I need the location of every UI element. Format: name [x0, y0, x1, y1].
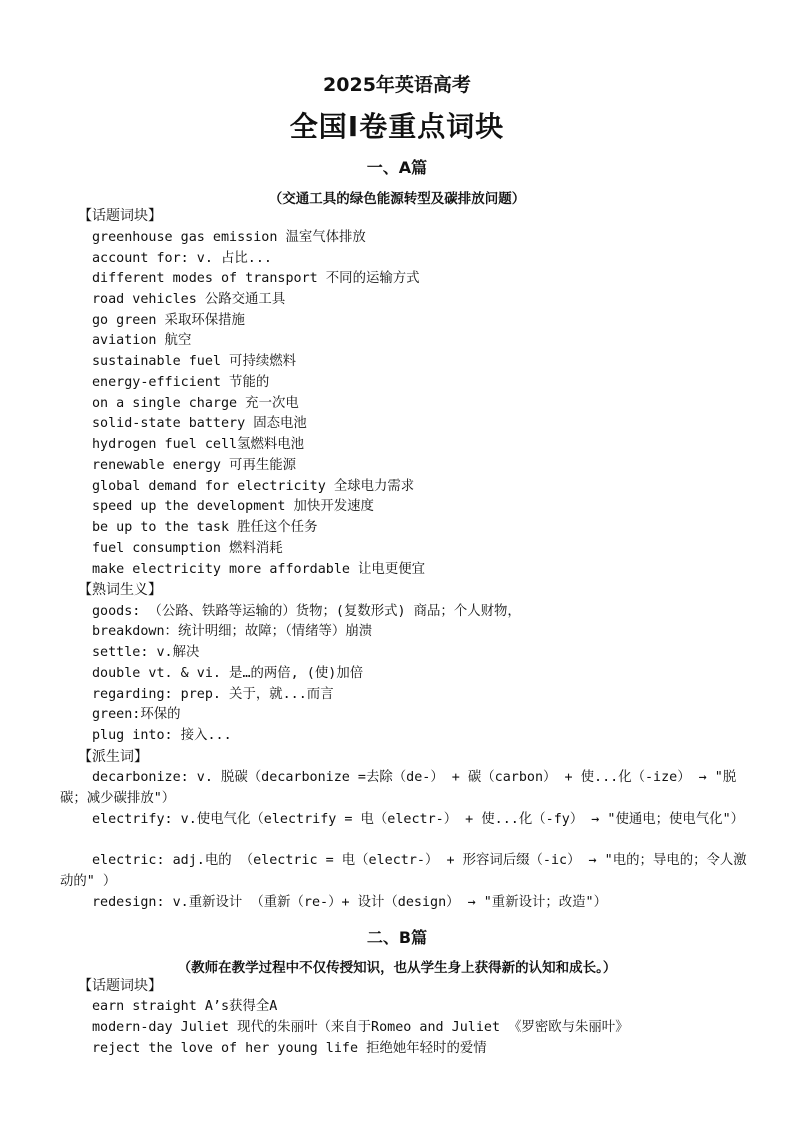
vocab-item: double vt. & vi. 是…的两倍, (使)加倍	[92, 666, 364, 681]
familiar-word-heading: 【熟词生义】	[78, 582, 162, 598]
vocab-item: green:环保的	[92, 707, 181, 722]
vocab-item: on a single charge 充一次电	[92, 396, 299, 411]
derived-word-entry: electric: adj.电的 （electric = 电（electr-） + 形容词后缀（-ic） → "电的；导电的；令人激动的" ）	[60, 853, 747, 889]
vocab-item: settle: v.解决	[92, 645, 200, 660]
vocab-item: earn straight A’s获得全A	[92, 999, 278, 1014]
section-b-subtitle: （教师在教学过程中不仅传授知识，也从学生身上获得新的认知和成长。）	[177, 960, 617, 976]
document-title-year: 2025年英语高考	[323, 74, 471, 96]
derived-word-entry: electrify: v.使电气化（electrify = 电（electr-） + 使...化（-fy） → "使通电；使电气化"）	[92, 812, 745, 827]
section-b-title: 二、B篇	[366, 928, 428, 947]
document-title-main: 全国Ⅰ卷重点词块	[289, 110, 505, 143]
vocab-item: goods: （公路、铁路等运输的）货物；(复数形式) 商品；个人财物，	[92, 604, 521, 619]
vocab-item: account for: v. 占比...	[92, 251, 272, 266]
vocab-item: energy-efficient 节能的	[92, 375, 270, 390]
vocab-item: speed up the development 加快开发速度	[92, 499, 374, 514]
vocab-item: reject the love of her young life 拒绝她年轻时的爱情	[92, 1041, 487, 1056]
vocab-item: greenhouse gas emission 温室气体排放	[92, 230, 366, 245]
vocab-item: be up to the task 胜任这个任务	[92, 520, 318, 535]
vocab-item: go green 采取环保措施	[92, 313, 245, 328]
derived-word-entry: redesign: v.重新设计 （重新（re-）+ 设计（design） → "重新设计；改造"）	[92, 895, 607, 910]
vocab-item: modern-day Juliet 现代的朱丽叶（来自于Romeo and Juliet 《罗密欧与朱丽叶》	[92, 1020, 629, 1035]
vocab-item: different modes of transport 不同的运输方式	[92, 271, 420, 286]
section-a-subtitle: （交通工具的绿色能源转型及碳排放问题）	[268, 191, 526, 207]
section-a-title: 一、A篇	[366, 158, 428, 177]
vocab-item: renewable energy 可再生能源	[92, 458, 297, 473]
vocab-item: breakdown：统计明细；故障；（情绪等）崩溃	[92, 624, 373, 639]
vocab-item: regarding: prep. 关于，就...而言	[92, 687, 334, 702]
vocab-item: sustainable fuel 可持续燃料	[92, 354, 297, 369]
topic-heading: 【话题词块】	[78, 208, 162, 224]
vocab-item: make electricity more affordable 让电更便宜	[92, 562, 425, 577]
vocab-item: road vehicles 公路交通工具	[92, 292, 286, 307]
vocab-item: hydrogen fuel cell氢燃料电池	[92, 437, 305, 452]
topic-heading: 【话题词块】	[78, 978, 162, 994]
derived-word-entry: decarbonize: v. 脱碳（decarbonize =去除（de-） + 碳（carbon） + 使...化（-ize） → "脱碳；减少碳排放"）	[60, 770, 737, 806]
vocab-item: global demand for electricity 全球电力需求	[92, 479, 415, 494]
vocab-item: plug into: 接入...	[92, 728, 232, 743]
vocab-item: solid-state battery 固态电池	[92, 416, 307, 431]
vocab-item: aviation 航空	[92, 333, 192, 348]
derived-word-heading: 【派生词】	[78, 749, 148, 765]
vocab-item: fuel consumption 燃料消耗	[92, 541, 283, 556]
